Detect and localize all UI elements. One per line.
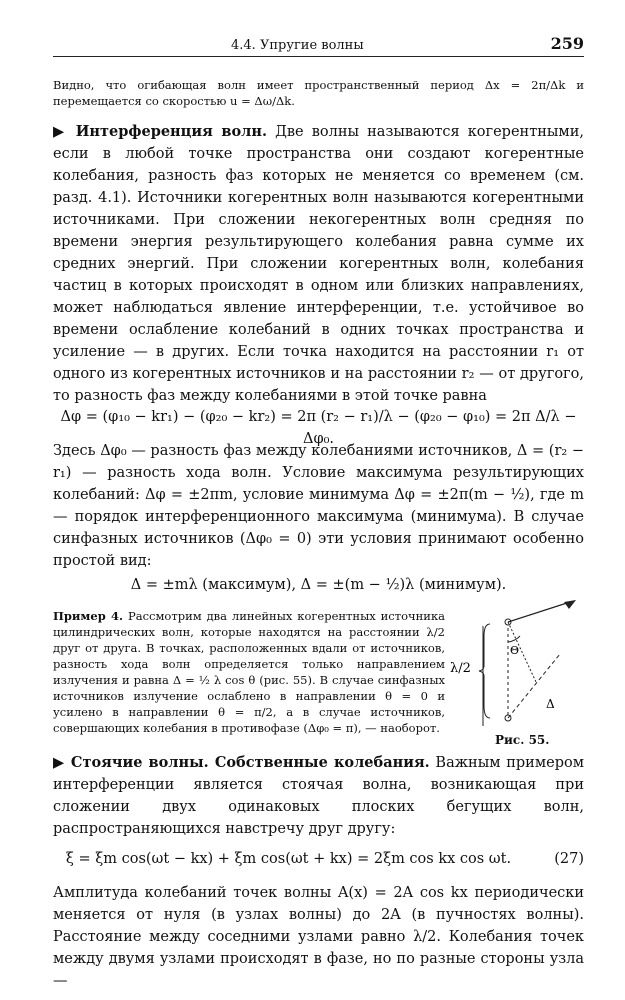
ray-top: [508, 602, 570, 622]
amplitude-paragraph: Амплитуда колебаний точек волны A(x) = 2A cos kx периодически меняется от нуля (в узлах волны) до 2A (в пучностях волны). Расстояние между соседними узлами равно λ/2. Колебания точек между двумя узлами происходят в фазе, но по разные стороны узла —: [53, 885, 584, 989]
example-label: Пример 4.: [53, 609, 124, 623]
standing-wave-formula: [53, 848, 584, 870]
phase-difference-formula: Δφ = (φ₁₀ − kr₁) − (φ₂₀ − kr₂) = 2π (r₂ − r₁)/λ − (φ₂₀ − φ₁₀) = 2π Δ/λ − Δφ₀.: [60, 409, 577, 447]
interference-marker: ▶: [53, 123, 68, 140]
example-text: Рассмотрим два линейных когерентных источника цилиндрических волн, которые находятся на расстоянии λ/2 друг от друга. В точках, расположенных вдали от источников, разность хода волн определяется только направлением излучения и равна Δ = ½ λ cos θ (рис. 55). В случае синфазных источников излучение ослаблено в направлении θ = 0 и усилено в направлении θ = π/2, а в случае источников, совершающих колебания в противофазе (Δφ₀ = π), — наоборот.: [53, 609, 445, 735]
interference-heading: Интерференция волн.: [75, 123, 268, 140]
figure-55: [448, 596, 588, 736]
ray-arrowhead: [564, 600, 576, 609]
standing-text: Важным примером интерференции является стоячая волна, возникающая при сложении двух одинаковых плоских бегущих волн, распространяющихся навстречу друг другу:: [53, 755, 584, 837]
standing-marker: ▶: [53, 754, 66, 771]
theta-arc: [508, 636, 520, 642]
max-min-formula: Δ = ±mλ (максимум), Δ = ±(m − ½)λ (минимум).: [130, 577, 507, 593]
section-title: 4.4. Упругие волны: [231, 38, 364, 53]
delta-label: Δ: [546, 697, 555, 711]
example-paragraph: [53, 608, 445, 736]
conditions-paragraph: Здесь Δφ₀ — разность фаз между колебаниями источников, Δ = (r₂ − r₁) — разность хода волн. Условие максимума результирующих колебаний: Δφ = ±2πm, условие минимума Δφ = ±2π(m − ½), где m — порядок интерференционного максимума (минимума). В случае синфазных источников (Δφ₀ = 0) эти условия принимают особенно простой вид:: [53, 443, 584, 569]
theta-label: Θ: [510, 644, 520, 657]
interference-text: Две волны называются когерентными, если в любой точке пространства они создают когерентные колебания, разность фаз которых не меняется со временем (см. разд. 4.1). Источники когерентных волн называются когерентными источниками. При сложении некогерентных волн средняя по времени энергия результирующего колебания равна сумме их средних энергий. При сложении когерентных волн, колебания частиц в которых происходят в одном или близких направлениях, может наблюдаться явление интерференции, т.е. устойчивое во времени ослабление колебаний в одних точках пространства и усиление — в других. Если точка находится на расстоянии r₁ от одного из когерентных источников и на расстоянии r₂ — от другого, то разность фаз между колебаниями в этой точке равна: [53, 124, 584, 404]
brace: [479, 624, 490, 718]
lambda-half-label: λ/2: [450, 661, 471, 676]
figure-caption: Рис. 55.: [495, 733, 550, 747]
running-header: [53, 34, 584, 57]
equation-number: (27): [554, 851, 584, 867]
intro-paragraph: Видно, что огибающая волн имеет пространственный период Δx = 2π/Δk и перемещается со скоростью u = Δω/Δk.: [53, 78, 584, 108]
standing-heading: Стоячие волны. Собственные колебания.: [70, 754, 430, 771]
page-number: 259: [550, 34, 584, 53]
interference-paragraph: [53, 121, 584, 407]
formula-27: ξ = ξm cos(ωt − kx) + ξm cos(ωt + kx) = 2ξm cos kx cos ωt.: [65, 851, 512, 867]
standing-wave-paragraph: [53, 752, 584, 840]
